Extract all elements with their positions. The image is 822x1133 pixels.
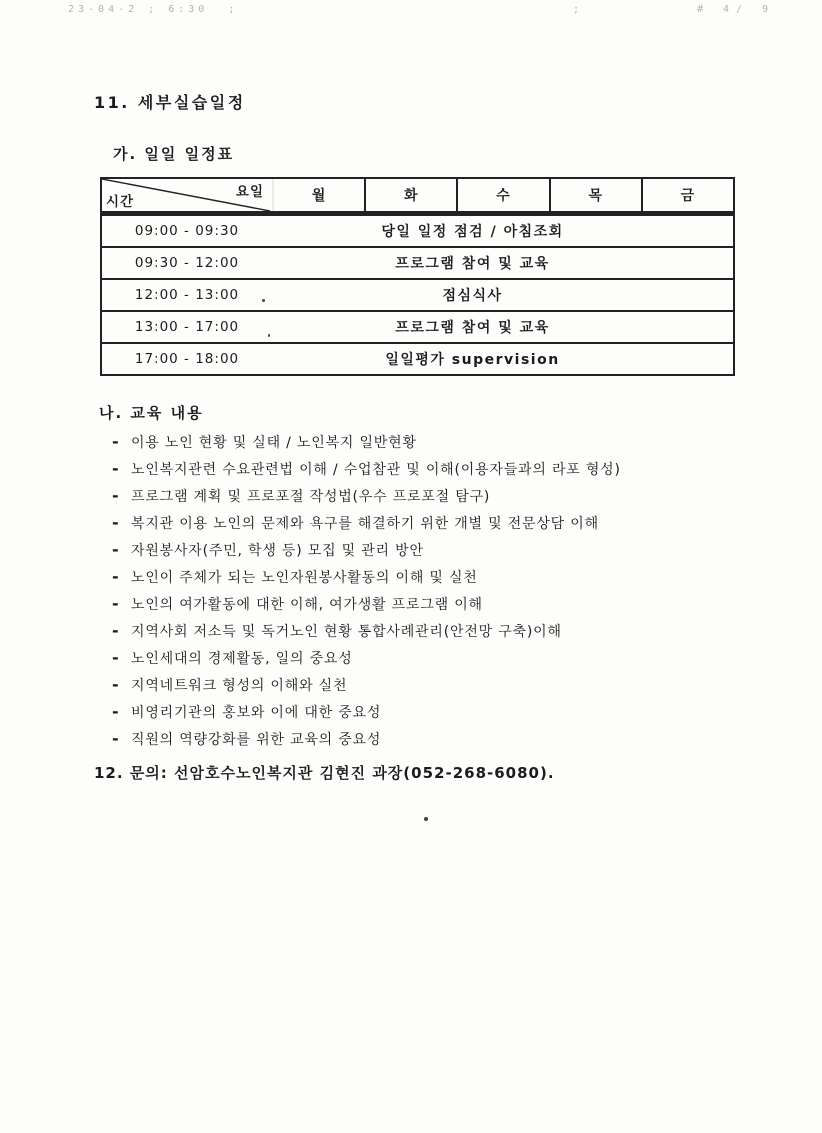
day-column-header: 월 [272, 179, 364, 211]
education-item-text: 노인이 주체가 되는 노인자원봉사활동의 이해 및 실천 [131, 569, 478, 586]
education-item [112, 671, 752, 698]
time-range: 09:30 - 12:00 [134, 255, 240, 271]
education-item [112, 644, 752, 671]
corner-label-day: 요일 [235, 184, 264, 200]
scan-speck [262, 299, 265, 302]
education-item [112, 536, 752, 563]
fax-datetime-stamp: 23-04-2 ; 6:30 ; [68, 4, 239, 15]
fax-page-counter: # 4/ 9 [697, 4, 776, 15]
education-item-text: 노인의 여가활동에 대한 이해, 여가생활 프로그램 이해 [131, 596, 483, 613]
bullet-dash: - [112, 486, 119, 505]
education-item-text: 이용 노인 현황 및 실태 / 노인복지 일반현황 [131, 434, 417, 451]
bullet-dash: - [112, 567, 119, 586]
education-item-text: 프로그램 계획 및 프로포절 작성법(우수 프로포절 탐구) [131, 488, 491, 505]
time-range: 12:00 - 13:00 [134, 287, 240, 303]
day-header-cells [272, 179, 733, 211]
time-range: 17:00 - 18:00 [134, 351, 240, 367]
education-item [112, 455, 752, 482]
scan-speck [268, 334, 270, 337]
bullet-dash: - [112, 729, 119, 748]
bullet-dash: - [112, 432, 119, 451]
schedule-row [102, 310, 733, 342]
education-item-text: 자원봉사자(주민, 학생 등) 모집 및 관리 방안 [131, 542, 424, 559]
education-content-heading: 나. 교육 내용 [99, 404, 204, 422]
bullet-dash: - [112, 540, 119, 559]
fax-transmission-header [0, 4, 822, 20]
section-title: 11. 세부실습일정 [94, 93, 246, 112]
bullet-dash: - [112, 459, 119, 478]
bullet-dash: - [112, 621, 119, 640]
corner-label-time: 시간 [106, 194, 135, 210]
education-item-text: 복지관 이용 노인의 문제와 욕구를 해결하기 위한 개별 및 전문상담 이해 [131, 515, 599, 532]
education-item-text: 직원의 역량강화를 위한 교육의 중요성 [131, 731, 382, 748]
education-item-text: 노인세대의 경제활동, 일의 중요성 [131, 650, 353, 667]
bullet-dash: - [112, 513, 119, 532]
activity: 당일 일정 점검 / 아침조회 [381, 224, 564, 240]
corner-header-cell [102, 179, 272, 211]
bullet-dash: - [112, 594, 119, 613]
education-item-text: 지역네트워크 형성의 이해와 실천 [131, 677, 348, 694]
bullet-dash: - [112, 675, 119, 694]
education-item [112, 428, 752, 455]
fax-separator: ; [573, 4, 584, 15]
day-column-header: 금 [641, 179, 733, 211]
daily-schedule-table [100, 177, 735, 376]
bullet-dash: - [112, 702, 119, 721]
education-item-text: 노인복지관련 수요관련법 이해 / 수업참관 및 이해(이용자들과의 라포 형성) [131, 461, 621, 478]
education-item [112, 617, 752, 644]
schedule-row [102, 342, 733, 374]
education-item [112, 698, 752, 725]
education-item [112, 725, 752, 752]
schedule-row [102, 246, 733, 278]
activity: 점심식사 [442, 288, 503, 304]
day-column-header: 화 [364, 179, 456, 211]
schedule-table-body [102, 214, 733, 374]
education-item-text: 비영리기관의 홍보와 이에 대한 중요성 [131, 704, 382, 721]
contact-info: 12. 문의: 선암호수노인복지관 김현진 과장(052-268-6080). [94, 764, 555, 782]
education-item [112, 590, 752, 617]
activity: 프로그램 참여 및 교육 [395, 320, 550, 336]
day-column-header: 수 [456, 179, 548, 211]
education-list [112, 428, 752, 752]
day-column-header: 목 [549, 179, 641, 211]
activity: 프로그램 참여 및 교육 [395, 256, 550, 272]
bullet-dash: - [112, 648, 119, 667]
schedule-row [102, 214, 733, 246]
time-range: 13:00 - 17:00 [134, 319, 240, 335]
schedule-table-header-row [102, 179, 733, 214]
education-item [112, 482, 752, 509]
education-item [112, 509, 752, 536]
time-range: 09:00 - 09:30 [134, 223, 240, 239]
education-item [112, 563, 752, 590]
activity: 일일평가 supervision [385, 352, 560, 368]
daily-schedule-heading: 가. 일일 일정표 [113, 145, 235, 163]
scan-speck [424, 817, 428, 821]
schedule-row [102, 278, 733, 310]
education-item-text: 지역사회 저소득 및 독거노인 현황 통합사례관리(안전망 구축)이해 [131, 623, 562, 640]
